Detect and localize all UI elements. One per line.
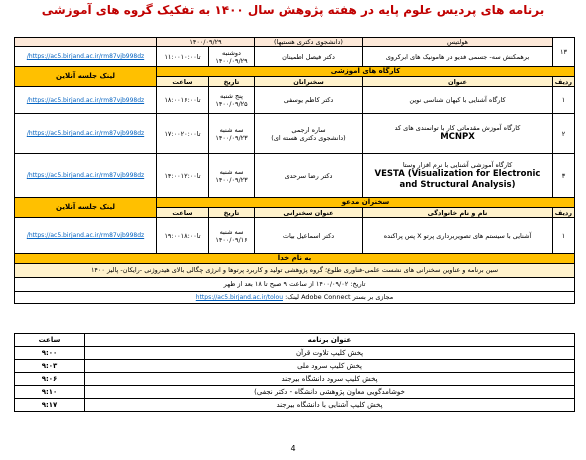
lecture-speaker: دکتر فیصل اطمینان xyxy=(255,47,363,67)
header-date: تاریخ xyxy=(209,77,255,87)
lecture-date-top: ۱۴۰۰/۰۹/۲۹ xyxy=(157,38,255,47)
table-row: پخش کلیپ تلاوت قرآن ۹:۰۰ xyxy=(15,347,575,360)
webinar-line3: مجازی بر بستر Adobe Connect لینک: https://ac5.birjand.ac.ir/tolou xyxy=(15,292,575,304)
guest-online-header: لینک جلسه آنلاین xyxy=(15,198,157,218)
lecture-link[interactable]: https://ac5.birjand.ac.ir/rm87vjb998dz/ xyxy=(26,53,145,61)
lecture-time: ۱۱:۰۰تا۱۰:۰۰ xyxy=(157,47,209,67)
lecture-number: ۱۳ xyxy=(553,38,575,67)
table-row: ۳ کارگاه آموزشی آشنایی با نرم افزار وستا VESTA (Visualization for Electronic and Structural Analysis) دکتر رضا سرحدی سه شنبه ۱۴۰۰/۰۹/۲۳ ۱۴:۰۰تا۱۲:۰۰ https://ac5.birjand.ac.ir/rm87vjb998dz/ xyxy=(15,154,575,198)
table-row: خوشامدگویی معاون پژوهشی دانشگاه - دکتر نجفی) ۹:۱۰ xyxy=(15,386,575,399)
webinar-line2: تاریخ: ۱۴۰۰/۰۹/۰۲ از ساعت ۹ صبح تا ۱۸ بعد از ظهر xyxy=(15,278,575,292)
header-title: عنوان xyxy=(363,77,553,87)
page-number: 4 xyxy=(290,444,296,453)
workshop-link-3[interactable]: https://ac5.birjand.ac.ir/rm87vjb998dz/ xyxy=(26,172,145,180)
guest-link[interactable]: https://ac5.birjand.ac.ir/rm87vjb998dz/ xyxy=(26,232,145,240)
header-speakers: سخنرانان xyxy=(255,77,363,87)
program-table: ۱۳ هولتیس (دانشجوی دکتری هستیها) ۱۴۰۰/۰۹/۲۹ برهمکنش سه- جسمی فدیو در هامونیک های ابرکروی دکتر فیصل اطمینان دوشنبه ۱۴۰۰/۰۹/۲۹ ۱۱:۰۰تا۱۰:۰۰ https://ac5.birjand.ac.ir/rm87vjb998dz/ کارگاه های آموزشی لینک جلسه آنلاین ردیف عنوان سخنرانان تاریخ ساعت ۱ کارگاه آشنایی با کیهان شناسی نوین دکتر کاظم یوسفی پنج شنبه ۱۴۰۰/۰۹/۲۵ ۱۸:۰۰تا۱۶:۰۰ https://ac5.birjand.ac.ir/rm87vjb998dz/ ۲ کارگاه آموزش مقدماتی کار با توانمندی های کد MCNPX ساره ارجمی (دانشجوی دکتری هسته ای) سه شنبه ۱۴۰۰/۰۹/۲۳ ۱۷:۰۰تا۲۰:۰۰ https://ac5.birjand.ac.ir/rm87vjb998dz/ ۳ کارگاه آموزشی آشنایی با نرم افزار وستا VESTA (Visualization for Electronic and Structural Analysis) دکتر رضا سرحدی سه شنبه ۱۴۰۰/۰۹/۲۳ ۱۴:۰۰تا۱۲:۰۰ https://ac5.birjand.ac.ir/rm87vjb998dz/ سخنران مدعو لینک جلسه آنلاین ردیف نام و نام خانوادگی عنوان سخنرانی تاریخ ساعت ۱ آشنایی با سیستم های تصویربرداری پرتو X پس پراکنده دکتر اسماعیل بیات سه شنبه ۱۴۰۰/۰۹/۱۶ ۱۹:۰۰تا۱۸:۰۰ https://ac5.birjand.ac.ir/rm87vjb998dz/ به نام خدا سین برنامه و عناوین سخنرانی های نشست علمی-فناوری طلوع؛ گروه پژوهشی تولید و کاربرد پرتوها و انرژی چگالی بالای هیدروژنی -رایکان- پالیز ۱۴۰۰ تاریخ: ۱۴۰۰/۰۹/۰۲ از ساعت ۹ صبح تا ۱۸ بعد از ظهر مجازی بر بستر Adobe Connect لینک: https://ac5.birjand.ac.ir/tolou xyxy=(14,37,575,304)
schedule-table xyxy=(14,333,575,412)
lecture-date: دوشنبه ۱۴۰۰/۰۹/۲۹ xyxy=(209,47,255,67)
webinar-line1: سین برنامه و عناوین سخنرانی های نشست علمی-فناوری طلوع؛ گروه پژوهشی تولید و کاربرد پرتوها و انرژی چگالی بالای هیدروژنی -رایکان- پالیز ۱۴۰۰ xyxy=(15,264,575,278)
page-title: برنامه های پردیس علوم پایه در هفته پژوهش سال ۱۴۰۰ به تفکیک گروه های آموزشی xyxy=(41,3,545,17)
workshop-link-1[interactable]: https://ac5.birjand.ac.ir/rm87vjb998dz/ xyxy=(26,96,145,104)
guest-section-title: سخنران مدعو xyxy=(157,198,575,208)
workshops-online-header: لینک جلسه آنلاین xyxy=(15,67,157,87)
table-row: پخش کلیپ سرود ملی ۹:۰۳ xyxy=(15,360,575,373)
header-time: ساعت xyxy=(157,77,209,87)
table-row: ۲ کارگاه آموزش مقدماتی کار با توانمندی های کد MCNPX ساره ارجمی (دانشجوی دکتری هسته ای) سه شنبه ۱۴۰۰/۰۹/۲۳ ۱۷:۰۰تا۲۰:۰۰ https://ac5.birjand.ac.ir/rm87vjb998dz/ xyxy=(15,114,575,154)
lecture-topic: برهمکنش سه- جسمی فدیو در هامونیک های ابرکروی xyxy=(363,47,553,67)
webinar-section-title: به نام خدا xyxy=(15,254,575,264)
schedule-header-program: عنوان برنامه xyxy=(85,334,575,347)
workshops-section-title: کارگاه های آموزشی xyxy=(157,67,575,77)
header-row: ردیف xyxy=(553,77,575,87)
lecture-group: هولتیس xyxy=(363,38,553,47)
table-row: ۱ کارگاه آشنایی با کیهان شناسی نوین دکتر کاظم یوسفی پنج شنبه ۱۴۰۰/۰۹/۲۵ ۱۸:۰۰تا۱۶:۰۰ https://ac5.birjand.ac.ir/rm87vjb998dz/ xyxy=(15,87,575,114)
table-row: پخش کلیپ آشنایی با دانشگاه بیرجند ۹:۱۷ xyxy=(15,399,575,412)
schedule-header-time: ساعت xyxy=(15,334,85,347)
workshop-link-2[interactable]: https://ac5.birjand.ac.ir/rm87vjb998dz/ xyxy=(26,130,145,138)
table-row: ۱ آشنایی با سیستم های تصویربرداری پرتو X پس پراکنده دکتر اسماعیل بیات سه شنبه ۱۴۰۰/۰۹/۱۶ ۱۹:۰۰تا۱۸:۰۰ https://ac5.birjand.ac.ir/rm87vjb998dz/ xyxy=(15,218,575,254)
lecture-speaker-note: (دانشجوی دکتری هستیها) xyxy=(255,38,363,47)
table-row: پخش کلیپ سرود دانشگاه بیرجند ۹:۰۶ xyxy=(15,373,575,386)
webinar-link[interactable]: https://ac5.birjand.ac.ir/tolou xyxy=(195,294,283,302)
